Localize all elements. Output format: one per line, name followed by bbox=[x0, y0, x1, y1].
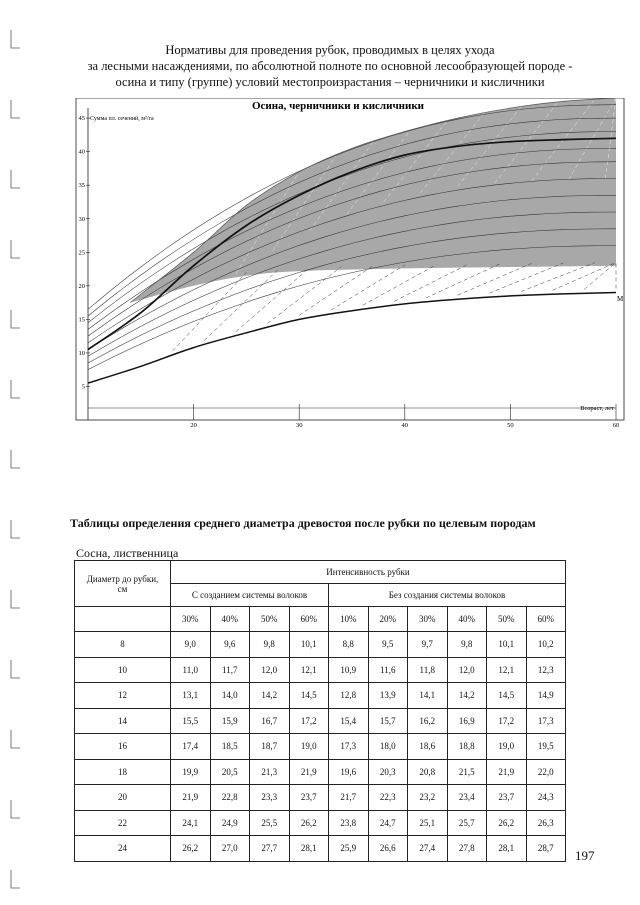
value-cell: 21,7 bbox=[329, 785, 369, 811]
value-cell: 8,8 bbox=[329, 632, 369, 658]
value-cell: 12,8 bbox=[329, 683, 369, 709]
y-tick-label: 40 bbox=[78, 148, 85, 156]
value-cell: 26,2 bbox=[487, 810, 527, 836]
norms-chart bbox=[68, 98, 628, 430]
pct-header: 60% bbox=[289, 607, 329, 632]
value-cell: 25,5 bbox=[250, 810, 290, 836]
pct-header: 50% bbox=[487, 607, 527, 632]
margin-mark bbox=[11, 660, 20, 678]
value-cell: 23,7 bbox=[289, 785, 329, 811]
value-cell: 28,1 bbox=[487, 836, 527, 862]
value-cell: 13,9 bbox=[368, 683, 408, 709]
table-header-intensity-row bbox=[75, 561, 566, 584]
value-cell: 25,9 bbox=[329, 836, 369, 862]
pct-header: 30% bbox=[408, 607, 448, 632]
pct-header: 10% bbox=[329, 607, 369, 632]
pct-header: 40% bbox=[210, 607, 250, 632]
table-header-percent-row bbox=[75, 607, 566, 632]
diameter-cell: 18 bbox=[75, 759, 171, 785]
margin-mark bbox=[11, 30, 20, 48]
value-cell: 18,7 bbox=[250, 734, 290, 760]
margin-mark bbox=[11, 520, 20, 538]
table-row bbox=[75, 632, 566, 658]
table-row bbox=[75, 683, 566, 709]
margin-mark bbox=[11, 450, 20, 468]
x-tick-label: 50 bbox=[507, 422, 514, 429]
x-tick-label: 60 bbox=[612, 422, 620, 429]
value-cell: 18,0 bbox=[368, 734, 408, 760]
diameter-cell: 22 bbox=[75, 810, 171, 836]
margin-mark bbox=[11, 730, 20, 748]
value-cell: 23,8 bbox=[329, 810, 369, 836]
value-cell: 19,0 bbox=[289, 734, 329, 760]
value-cell: 20,8 bbox=[408, 759, 448, 785]
y-tick-label: 10 bbox=[78, 349, 85, 357]
value-cell: 19,6 bbox=[329, 759, 369, 785]
value-cell: 20,3 bbox=[368, 759, 408, 785]
margin-mark bbox=[11, 100, 20, 118]
value-cell: 22,3 bbox=[368, 785, 408, 811]
value-cell: 22,8 bbox=[210, 785, 250, 811]
value-cell: 23,4 bbox=[447, 785, 487, 811]
diameter-cell: 10 bbox=[75, 657, 171, 683]
chart-title: Осина, черничники и кисличники bbox=[251, 100, 425, 112]
value-cell: 26,6 bbox=[368, 836, 408, 862]
value-cell: 26,3 bbox=[526, 810, 566, 836]
value-cell: 15,7 bbox=[368, 708, 408, 734]
value-cell: 27,7 bbox=[250, 836, 290, 862]
value-cell: 12,0 bbox=[250, 657, 290, 683]
value-cell: 14,2 bbox=[447, 683, 487, 709]
heading-line-3: осина и типу (группе) условий местопроизрастания – черничники и кисличники bbox=[115, 75, 545, 89]
value-cell: 27,8 bbox=[447, 836, 487, 862]
pct-header: 20% bbox=[368, 607, 408, 632]
value-cell: 25,7 bbox=[447, 810, 487, 836]
page-number: 197 bbox=[575, 848, 595, 863]
value-cell: 28,7 bbox=[526, 836, 566, 862]
value-cell: 9,8 bbox=[447, 632, 487, 658]
group-with-skid-trails: С созданием системы волоков bbox=[171, 584, 329, 607]
value-cell: 20,5 bbox=[210, 759, 250, 785]
document-heading bbox=[60, 42, 600, 90]
value-cell: 18,8 bbox=[447, 734, 487, 760]
value-cell: 19,5 bbox=[526, 734, 566, 760]
margin-mark bbox=[11, 310, 20, 328]
value-cell: 11,7 bbox=[210, 657, 250, 683]
value-cell: 14,1 bbox=[408, 683, 448, 709]
value-cell: 26,2 bbox=[171, 836, 211, 862]
margin-mark bbox=[11, 170, 20, 188]
pct-header: 30% bbox=[171, 607, 211, 632]
value-cell: 28,1 bbox=[289, 836, 329, 862]
value-cell: 27,0 bbox=[210, 836, 250, 862]
margin-mark bbox=[11, 380, 20, 398]
diameter-cell: 14 bbox=[75, 708, 171, 734]
value-cell: 10,1 bbox=[289, 632, 329, 658]
value-cell: 21,9 bbox=[171, 785, 211, 811]
pct-header: 40% bbox=[447, 607, 487, 632]
value-cell: 24,7 bbox=[368, 810, 408, 836]
value-cell: 9,7 bbox=[408, 632, 448, 658]
table-row bbox=[75, 785, 566, 811]
heading-line-1: Нормативы для проведения рубок, проводимых в целях ухода bbox=[165, 43, 495, 57]
chart-x-axis-label: Возраст, лет bbox=[580, 405, 614, 412]
y-tick-label: 15 bbox=[78, 316, 85, 324]
diameter-cell: 16 bbox=[75, 734, 171, 760]
x-tick-label: 40 bbox=[401, 422, 409, 429]
value-cell: 16,9 bbox=[447, 708, 487, 734]
table-subtitle: Сосна, лиственница bbox=[76, 546, 179, 560]
x-tick-label: 20 bbox=[190, 422, 197, 429]
value-cell: 9,0 bbox=[171, 632, 211, 658]
value-cell: 21,5 bbox=[447, 759, 487, 785]
diameter-cell: 12 bbox=[75, 683, 171, 709]
group-without-skid-trails: Без создания системы волоков bbox=[329, 584, 566, 607]
value-cell: 13,1 bbox=[171, 683, 211, 709]
value-cell: 17,2 bbox=[289, 708, 329, 734]
y-tick-label: 45 bbox=[78, 115, 85, 123]
value-cell: 24,3 bbox=[526, 785, 566, 811]
value-cell: 24,1 bbox=[171, 810, 211, 836]
margin-mark bbox=[11, 240, 20, 258]
y-tick-label: 5 bbox=[81, 383, 85, 391]
y-tick-label: 35 bbox=[78, 182, 85, 190]
value-cell: 12,3 bbox=[526, 657, 566, 683]
table-row bbox=[75, 759, 566, 785]
value-cell: 11,0 bbox=[171, 657, 211, 683]
table-row bbox=[75, 708, 566, 734]
value-cell: 22,0 bbox=[526, 759, 566, 785]
value-cell: 15,4 bbox=[329, 708, 369, 734]
value-cell: 16,7 bbox=[250, 708, 290, 734]
chart-y-axis-label: Сумма пл. сечений, м²/га bbox=[90, 116, 154, 122]
value-cell: 14,5 bbox=[289, 683, 329, 709]
value-cell: 14,9 bbox=[526, 683, 566, 709]
table-row bbox=[75, 657, 566, 683]
value-cell: 10,1 bbox=[487, 632, 527, 658]
value-cell: 17,2 bbox=[487, 708, 527, 734]
value-cell: 14,2 bbox=[250, 683, 290, 709]
value-cell: 19,9 bbox=[171, 759, 211, 785]
intensity-header: Интенсивность рубки bbox=[171, 561, 566, 584]
value-cell: 17,4 bbox=[171, 734, 211, 760]
diameter-cell: 20 bbox=[75, 785, 171, 811]
value-cell: 24,9 bbox=[210, 810, 250, 836]
diameter-cell: 8 bbox=[75, 632, 171, 658]
empty-header-cell bbox=[75, 607, 171, 632]
value-cell: 26,2 bbox=[289, 810, 329, 836]
chart-canvas bbox=[68, 98, 628, 430]
value-cell: 21,9 bbox=[487, 759, 527, 785]
value-cell: 14,5 bbox=[487, 683, 527, 709]
margin-mark bbox=[11, 590, 20, 608]
diameter-cell: 24 bbox=[75, 836, 171, 862]
value-cell: 16,2 bbox=[408, 708, 448, 734]
x-tick-label: 30 bbox=[295, 422, 303, 429]
value-cell: 23,3 bbox=[250, 785, 290, 811]
value-cell: 17,3 bbox=[526, 708, 566, 734]
y-tick-label: 20 bbox=[78, 282, 85, 290]
value-cell: 9,6 bbox=[210, 632, 250, 658]
value-cell: 15,9 bbox=[210, 708, 250, 734]
value-cell: 23,2 bbox=[408, 785, 448, 811]
value-cell: 25,1 bbox=[408, 810, 448, 836]
value-cell: 11,6 bbox=[368, 657, 408, 683]
diameter-column-header: Диаметр до рубки, см bbox=[75, 561, 171, 607]
value-cell: 9,5 bbox=[368, 632, 408, 658]
heading-line-2: за лесными насаждениями, по абсолютной полноте по основной лесообразующей породе - bbox=[87, 59, 573, 73]
table-row bbox=[75, 734, 566, 760]
diameter-table bbox=[74, 560, 566, 862]
y-tick-label: 30 bbox=[78, 215, 85, 223]
value-cell: 11,8 bbox=[408, 657, 448, 683]
value-cell: 12,0 bbox=[447, 657, 487, 683]
value-cell: 9,8 bbox=[250, 632, 290, 658]
section-title: Таблицы определения среднего диаметра древостоя после рубки по целевым породам bbox=[70, 516, 536, 530]
value-cell: 18,5 bbox=[210, 734, 250, 760]
y-tick-label: 25 bbox=[78, 249, 85, 257]
value-cell: 15,5 bbox=[171, 708, 211, 734]
margin-mark bbox=[11, 800, 20, 818]
value-cell: 23,7 bbox=[487, 785, 527, 811]
value-cell: 10,9 bbox=[329, 657, 369, 683]
pct-header: 60% bbox=[526, 607, 566, 632]
value-cell: 19,0 bbox=[487, 734, 527, 760]
curve-label-m: М bbox=[617, 295, 624, 303]
value-cell: 17,3 bbox=[329, 734, 369, 760]
value-cell: 10,2 bbox=[526, 632, 566, 658]
value-cell: 27,4 bbox=[408, 836, 448, 862]
pct-header: 50% bbox=[250, 607, 290, 632]
binding-margin-marks bbox=[8, 0, 28, 905]
value-cell: 12,1 bbox=[289, 657, 329, 683]
value-cell: 21,9 bbox=[289, 759, 329, 785]
value-cell: 14,0 bbox=[210, 683, 250, 709]
value-cell: 12,1 bbox=[487, 657, 527, 683]
table-row bbox=[75, 836, 566, 862]
margin-mark bbox=[11, 870, 20, 888]
table-row bbox=[75, 810, 566, 836]
value-cell: 21,3 bbox=[250, 759, 290, 785]
value-cell: 18,6 bbox=[408, 734, 448, 760]
